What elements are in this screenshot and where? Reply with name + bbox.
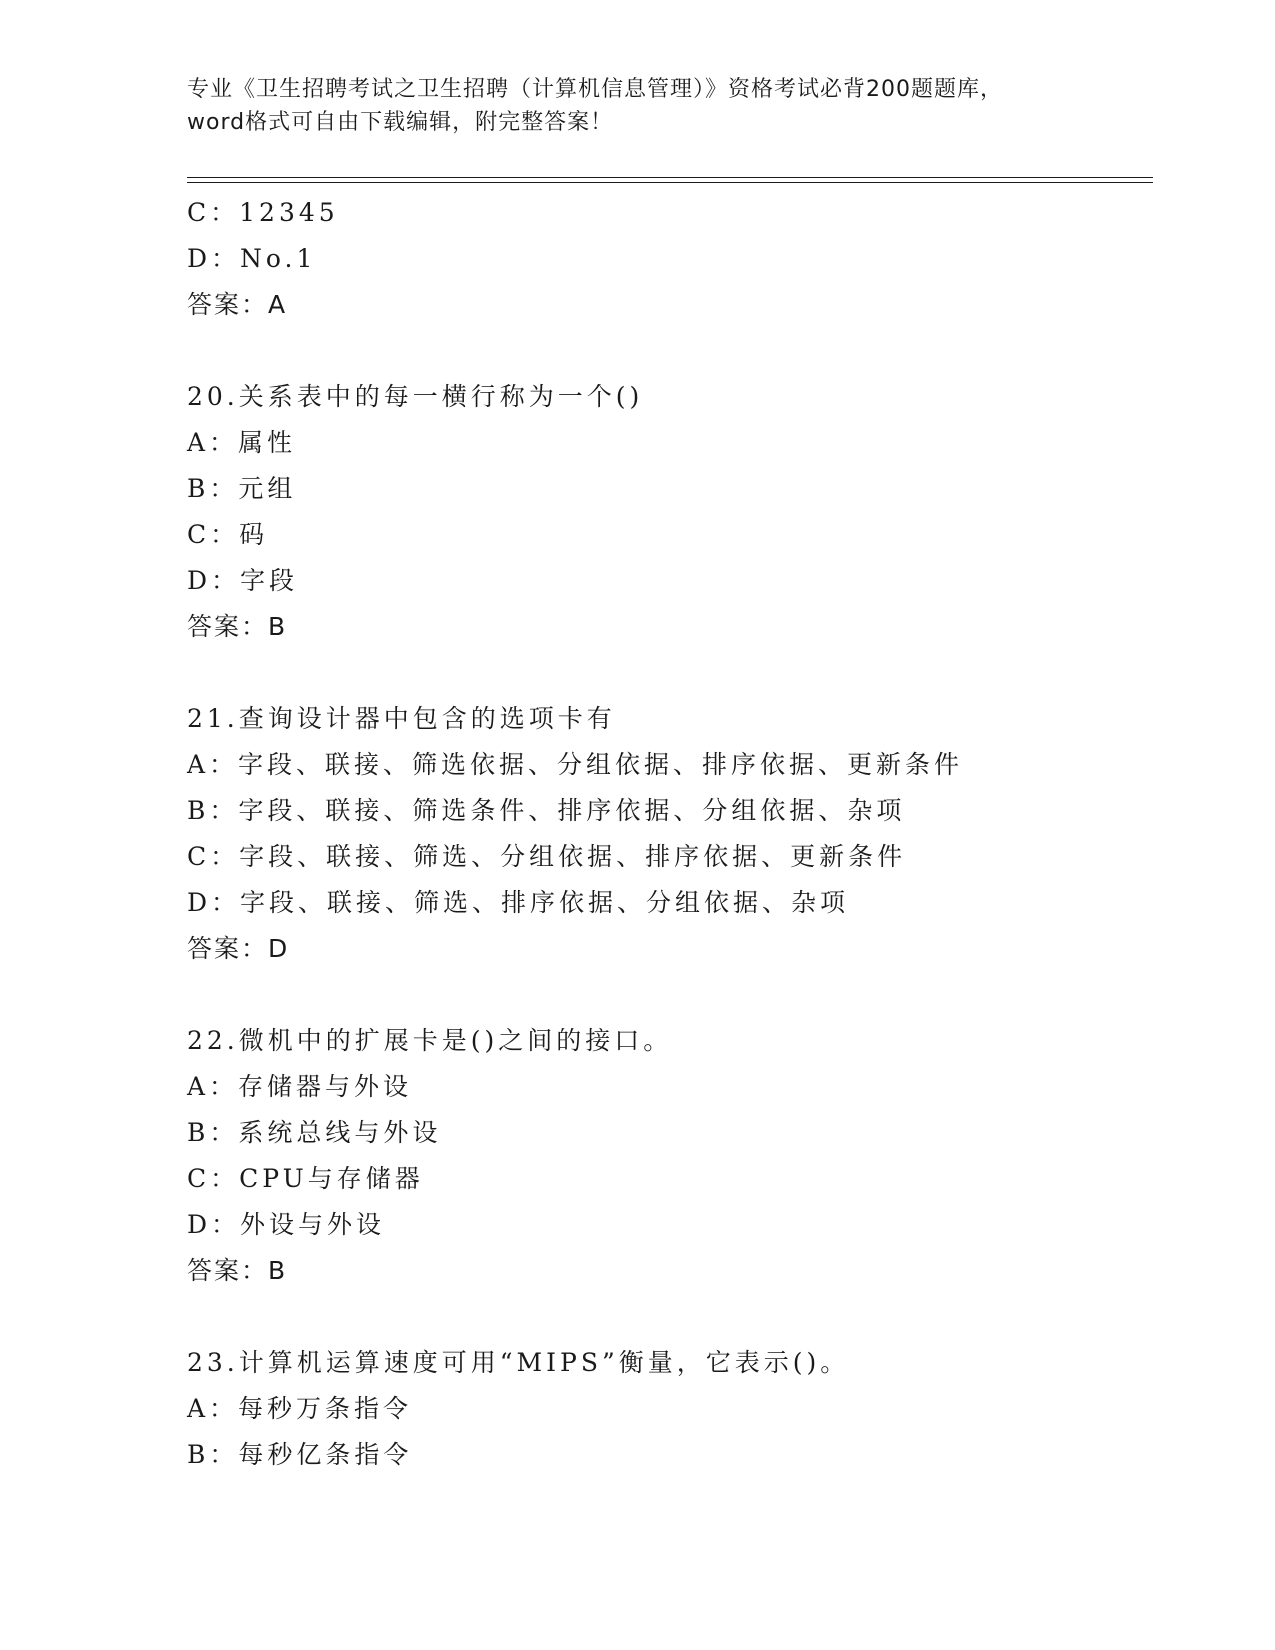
option-a: A：字段、联接、筛选依据、分组依据、排序依据、更新条件 — [187, 750, 964, 779]
header-divider-top — [187, 177, 1153, 178]
document-header — [187, 73, 1087, 139]
question-list — [187, 190, 1153, 1478]
option-b: B：系统总线与外设 — [187, 1118, 442, 1147]
option-c: C：12345 — [187, 198, 339, 227]
answer: 答案：B — [187, 612, 288, 641]
option-d: D：字段、联接、筛选、排序依据、分组依据、杂项 — [187, 888, 850, 917]
header-title-line-1: 专业《卫生招聘考试之卫生招聘（计算机信息管理）》资格考试必背200题题库， — [187, 77, 1003, 102]
question-text: 20.关系表中的每一横行称为一个() — [187, 382, 644, 411]
spacer — [187, 972, 1153, 1018]
option-b: B：字段、联接、筛选条件、排序依据、分组依据、杂项 — [187, 796, 906, 825]
answer: 答案：D — [187, 934, 290, 963]
header-title-line-2: word格式可自由下载编辑，附完整答案！ — [187, 110, 614, 135]
spacer — [187, 650, 1153, 696]
option-d: D：外设与外设 — [187, 1210, 386, 1239]
answer: 答案：A — [187, 290, 288, 319]
option-a: A：属性 — [187, 428, 297, 457]
option-c: C：CPU与存储器 — [187, 1164, 424, 1193]
answer: 答案：B — [187, 1256, 288, 1285]
option-a: A：每秒万条指令 — [187, 1394, 413, 1423]
option-c: C：字段、联接、筛选、分组依据、排序依据、更新条件 — [187, 842, 907, 871]
option-c: C：码 — [187, 520, 269, 549]
spacer — [187, 1294, 1153, 1340]
option-b: B：元组 — [187, 474, 297, 503]
question-19-tail — [187, 190, 1153, 328]
option-d: D：字段 — [187, 566, 299, 595]
spacer — [187, 328, 1153, 374]
option-a: A：存储器与外设 — [187, 1072, 413, 1101]
question-text: 23.计算机运算速度可用“MIPS”衡量，它表示()。 — [187, 1348, 850, 1377]
question-21 — [187, 696, 1153, 972]
option-d: D：No.1 — [187, 244, 317, 273]
option-b: B：每秒亿条指令 — [187, 1440, 413, 1469]
question-text: 21.查询设计器中包含的选项卡有 — [187, 704, 616, 733]
question-22 — [187, 1018, 1153, 1294]
header-divider-bottom — [187, 182, 1153, 183]
question-text: 22.微机中的扩展卡是()之间的接口。 — [187, 1026, 673, 1055]
question-23 — [187, 1340, 1153, 1478]
question-20 — [187, 374, 1153, 650]
